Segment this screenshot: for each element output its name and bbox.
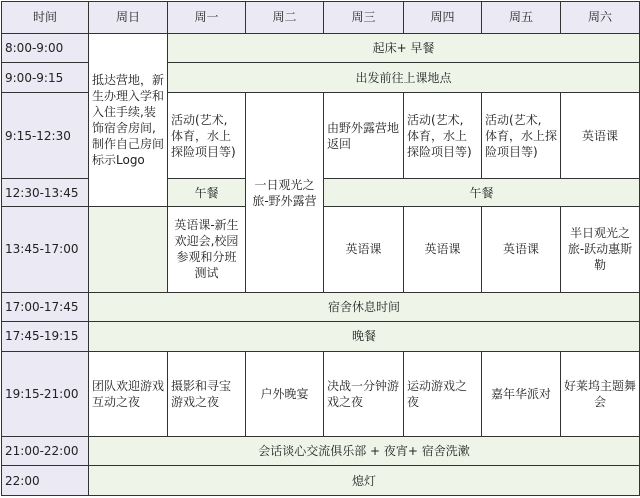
header-monday: 周一 bbox=[168, 2, 246, 34]
time-cell: 12:30-13:45 bbox=[2, 178, 89, 206]
lunch-cell: 午餐 bbox=[324, 178, 640, 206]
wednesday-morning-cell: 由野外露营地返回 bbox=[324, 93, 404, 178]
saturday-afternoon-cell: 半日观光之旅-跃动惠斯勒 bbox=[561, 207, 640, 292]
thursday-afternoon-cell: 英语课 bbox=[404, 207, 482, 292]
saturday-morning-cell: 英语课 bbox=[561, 93, 640, 178]
header-row bbox=[2, 2, 640, 34]
dinner-cell: 晚餐 bbox=[89, 322, 640, 351]
time-cell: 17:00-17:45 bbox=[2, 292, 89, 321]
monday-lunch-cell: 午餐 bbox=[168, 178, 246, 206]
monday-morning-cell: 活动(艺术, 体育，水上探险项目等) bbox=[168, 93, 246, 178]
time-cell: 9:00-9:15 bbox=[2, 62, 89, 92]
time-cell: 8:00-9:00 bbox=[2, 33, 89, 62]
table-row bbox=[2, 322, 640, 351]
header-saturday: 周六 bbox=[561, 2, 640, 34]
time-cell: 21:00-22:00 bbox=[2, 436, 89, 465]
time-cell: 9:15-12:30 bbox=[2, 93, 89, 178]
thursday-evening-cell: 运动游戏之夜 bbox=[404, 351, 482, 436]
friday-evening-cell: 嘉年华派对 bbox=[482, 351, 561, 436]
schedule-table bbox=[1, 1, 640, 496]
club-cell: 会话谈心交流俱乐部 + 夜宵+ 宿舍洗漱 bbox=[89, 436, 640, 465]
thursday-morning-cell: 活动(艺术, 体育，水上探险项目等) bbox=[404, 93, 482, 178]
sunday-afternoon-cell bbox=[89, 207, 168, 292]
table-row bbox=[2, 466, 640, 496]
header-sunday: 周日 bbox=[89, 2, 168, 34]
header-wednesday: 周三 bbox=[324, 2, 404, 34]
header-thursday: 周四 bbox=[404, 2, 482, 34]
table-row bbox=[2, 436, 640, 465]
header-tuesday: 周二 bbox=[246, 2, 324, 34]
friday-afternoon-cell: 英语课 bbox=[482, 207, 561, 292]
table-row bbox=[2, 292, 640, 321]
lights-out-cell: 熄灯 bbox=[89, 466, 640, 496]
header-friday: 周五 bbox=[482, 2, 561, 34]
sunday-evening-cell: 团队欢迎游戏互动之夜 bbox=[89, 351, 168, 436]
wednesday-evening-cell: 决战一分钟游戏之夜 bbox=[324, 351, 404, 436]
wednesday-afternoon-cell: 英语课 bbox=[324, 207, 404, 292]
time-cell: 17:45-19:15 bbox=[2, 322, 89, 351]
wake-up-cell: 起床+ 早餐 bbox=[168, 33, 640, 62]
depart-cell: 出发前往上课地点 bbox=[168, 62, 640, 92]
time-cell: 13:45-17:00 bbox=[2, 207, 89, 292]
header-time: 时间 bbox=[2, 2, 89, 34]
monday-evening-cell: 摄影和寻宝游戏之夜 bbox=[168, 351, 246, 436]
saturday-evening-cell: 好莱坞主题舞会 bbox=[561, 351, 640, 436]
friday-morning-cell: 活动(艺术, 体育，水上探险项目等) bbox=[482, 93, 561, 178]
table-row bbox=[2, 351, 640, 436]
dorm-rest-cell: 宿舍休息时间 bbox=[89, 292, 640, 321]
tuesday-evening-cell: 户外晚宴 bbox=[246, 351, 324, 436]
tuesday-trip-cell: 一日观光之旅-野外露营 bbox=[246, 93, 324, 292]
monday-afternoon-cell: 英语课-新生欢迎会,校园参观和分班测试 bbox=[168, 207, 246, 292]
time-cell: 19:15-21:00 bbox=[2, 351, 89, 436]
table-row bbox=[2, 33, 640, 62]
time-cell: 22:00 bbox=[2, 466, 89, 496]
sunday-arrival-cell: 抵达营地，新生办理入学和入住手续,装饰宿舍房间,制作自己房间标示Logo bbox=[89, 33, 168, 207]
